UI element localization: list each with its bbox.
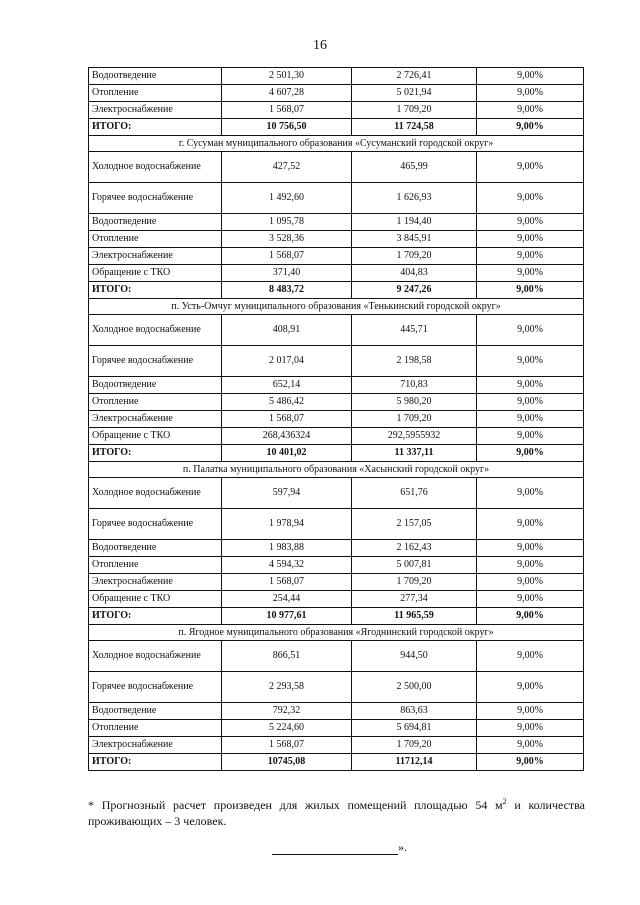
table-row: [89, 428, 584, 445]
service-name-cell: Отопление: [89, 557, 222, 574]
total-label-cell: ИТОГО:: [89, 119, 222, 136]
percent-cell: 9,00%: [477, 478, 584, 509]
value-cell: 465,99: [352, 152, 477, 183]
total-percent-cell: 9,00%: [477, 608, 584, 625]
table-row: [89, 346, 584, 377]
service-name-cell: Электроснабжение: [89, 737, 222, 754]
value-cell: 1 095,78: [222, 214, 352, 231]
table-row: [89, 214, 584, 231]
value-cell: 1 709,20: [352, 411, 477, 428]
value-cell: 292,5955932: [352, 428, 477, 445]
table-row: [89, 315, 584, 346]
percent-cell: 9,00%: [477, 68, 584, 85]
tariff-table: [88, 67, 584, 771]
percent-cell: 9,00%: [477, 737, 584, 754]
percent-cell: 9,00%: [477, 703, 584, 720]
value-cell: 2 198,58: [352, 346, 477, 377]
value-cell: 1 709,20: [352, 574, 477, 591]
total-value-cell: 8 483,72: [222, 282, 352, 299]
value-cell: 1 568,07: [222, 248, 352, 265]
value-cell: 427,52: [222, 152, 352, 183]
value-cell: 866,51: [222, 641, 352, 672]
service-name-cell: Холодное водоснабжение: [89, 641, 222, 672]
closing-quote: ».: [398, 840, 407, 854]
percent-cell: 9,00%: [477, 540, 584, 557]
service-name-cell: Обращение с ТКО: [89, 265, 222, 282]
section-header-row: [89, 625, 584, 641]
percent-cell: 9,00%: [477, 183, 584, 214]
value-cell: 445,71: [352, 315, 477, 346]
footnote: [88, 797, 585, 829]
percent-cell: 9,00%: [477, 346, 584, 377]
value-cell: 944,50: [352, 641, 477, 672]
service-name-cell: Горячее водоснабжение: [89, 509, 222, 540]
value-cell: 1 568,07: [222, 102, 352, 119]
section-title: п. Усть-Омчуг муниципального образования «Тенькинский городской округ»: [89, 299, 584, 315]
table-row: [89, 720, 584, 737]
table-row: [89, 265, 584, 282]
value-cell: 2 500,00: [352, 672, 477, 703]
percent-cell: 9,00%: [477, 85, 584, 102]
value-cell: 1 492,60: [222, 183, 352, 214]
value-cell: 371,40: [222, 265, 352, 282]
value-cell: 408,91: [222, 315, 352, 346]
table-row: [89, 672, 584, 703]
value-cell: 652,14: [222, 377, 352, 394]
service-name-cell: Отопление: [89, 231, 222, 248]
value-cell: 277,34: [352, 591, 477, 608]
total-percent-cell: 9,00%: [477, 445, 584, 462]
value-cell: 1 626,93: [352, 183, 477, 214]
value-cell: 1 709,20: [352, 248, 477, 265]
section-title: п. Палатка муниципального образования «Хасынский городской округ»: [89, 462, 584, 478]
value-cell: 5 980,20: [352, 394, 477, 411]
percent-cell: 9,00%: [477, 720, 584, 737]
table-row: [89, 703, 584, 720]
value-cell: 863,63: [352, 703, 477, 720]
service-name-cell: Электроснабжение: [89, 411, 222, 428]
table-row: [89, 641, 584, 672]
percent-cell: 9,00%: [477, 102, 584, 119]
value-cell: 5 021,94: [352, 85, 477, 102]
table-row: [89, 509, 584, 540]
value-cell: 3 845,91: [352, 231, 477, 248]
service-name-cell: Горячее водоснабжение: [89, 346, 222, 377]
service-name-cell: Холодное водоснабжение: [89, 315, 222, 346]
value-cell: 1 568,07: [222, 737, 352, 754]
service-name-cell: Обращение с ТКО: [89, 428, 222, 445]
table-row: [89, 68, 584, 85]
percent-cell: 9,00%: [477, 152, 584, 183]
service-name-cell: Отопление: [89, 394, 222, 411]
footnote-text-end: и количества проживающих – 3 человек.: [88, 798, 586, 828]
value-cell: 2 017,04: [222, 346, 352, 377]
total-value-cell: 11 337,11: [352, 445, 477, 462]
percent-cell: 9,00%: [477, 265, 584, 282]
service-name-cell: Водоотведение: [89, 703, 222, 720]
total-label-cell: ИТОГО:: [89, 282, 222, 299]
value-cell: 651,76: [352, 478, 477, 509]
value-cell: 5 224,60: [222, 720, 352, 737]
closing-signature-line: [272, 840, 407, 855]
value-cell: 1 194,40: [352, 214, 477, 231]
service-name-cell: Обращение с ТКО: [89, 591, 222, 608]
value-cell: 2 162,43: [352, 540, 477, 557]
service-name-cell: Электроснабжение: [89, 102, 222, 119]
page-number: 16: [313, 38, 327, 53]
table-row: [89, 377, 584, 394]
total-value-cell: 11712,14: [352, 754, 477, 771]
section-header-row: [89, 136, 584, 152]
total-row: [89, 608, 584, 625]
percent-cell: 9,00%: [477, 641, 584, 672]
table-row: [89, 183, 584, 214]
percent-cell: 9,00%: [477, 315, 584, 346]
total-label-cell: ИТОГО:: [89, 445, 222, 462]
value-cell: 1 709,20: [352, 102, 477, 119]
percent-cell: 9,00%: [477, 574, 584, 591]
service-name-cell: Горячее водоснабжение: [89, 672, 222, 703]
percent-cell: 9,00%: [477, 591, 584, 608]
value-cell: 597,94: [222, 478, 352, 509]
section-header-row: [89, 462, 584, 478]
percent-cell: 9,00%: [477, 248, 584, 265]
total-value-cell: 11 965,59: [352, 608, 477, 625]
table-row: [89, 478, 584, 509]
service-name-cell: Холодное водоснабжение: [89, 152, 222, 183]
total-percent-cell: 9,00%: [477, 754, 584, 771]
value-cell: 268,436324: [222, 428, 352, 445]
service-name-cell: Водоотведение: [89, 214, 222, 231]
total-percent-cell: 9,00%: [477, 282, 584, 299]
footnote-text: * Прогнозный расчет произведен для жилых помещений площадью 54 м: [88, 798, 503, 812]
total-row: [89, 754, 584, 771]
percent-cell: 9,00%: [477, 428, 584, 445]
value-cell: 2 293,58: [222, 672, 352, 703]
service-name-cell: Холодное водоснабжение: [89, 478, 222, 509]
table-row: [89, 231, 584, 248]
value-cell: 1 709,20: [352, 737, 477, 754]
percent-cell: 9,00%: [477, 509, 584, 540]
service-name-cell: Горячее водоснабжение: [89, 183, 222, 214]
total-label-cell: ИТОГО:: [89, 608, 222, 625]
total-row: [89, 282, 584, 299]
value-cell: 4 607,28: [222, 85, 352, 102]
blank-line: [272, 842, 398, 855]
value-cell: 404,83: [352, 265, 477, 282]
total-value-cell: 9 247,26: [352, 282, 477, 299]
percent-cell: 9,00%: [477, 377, 584, 394]
service-name-cell: Водоотведение: [89, 68, 222, 85]
total-row: [89, 445, 584, 462]
tariff-table-body: [89, 68, 584, 771]
value-cell: 792,32: [222, 703, 352, 720]
value-cell: 5 694,81: [352, 720, 477, 737]
table-row: [89, 248, 584, 265]
total-value-cell: 10 401,02: [222, 445, 352, 462]
service-name-cell: Отопление: [89, 85, 222, 102]
value-cell: 1 983,88: [222, 540, 352, 557]
total-label-cell: ИТОГО:: [89, 754, 222, 771]
total-value-cell: 11 724,58: [352, 119, 477, 136]
service-name-cell: Электроснабжение: [89, 248, 222, 265]
value-cell: 5 007,81: [352, 557, 477, 574]
value-cell: 4 594,32: [222, 557, 352, 574]
table-row: [89, 152, 584, 183]
footnote-superscript: 2: [502, 797, 507, 806]
value-cell: 2 501,30: [222, 68, 352, 85]
service-name-cell: Водоотведение: [89, 377, 222, 394]
total-row: [89, 119, 584, 136]
percent-cell: 9,00%: [477, 557, 584, 574]
section-title: г. Сусуман муниципального образования «Сусуманский городской округ»: [89, 136, 584, 152]
table-row: [89, 574, 584, 591]
total-percent-cell: 9,00%: [477, 119, 584, 136]
value-cell: 1 978,94: [222, 509, 352, 540]
table-row: [89, 557, 584, 574]
service-name-cell: Электроснабжение: [89, 574, 222, 591]
total-value-cell: 10 977,61: [222, 608, 352, 625]
value-cell: 3 528,36: [222, 231, 352, 248]
value-cell: 254,44: [222, 591, 352, 608]
value-cell: 1 568,07: [222, 574, 352, 591]
value-cell: 5 486,42: [222, 394, 352, 411]
value-cell: 710,83: [352, 377, 477, 394]
table-row: [89, 737, 584, 754]
section-header-row: [89, 299, 584, 315]
total-value-cell: 10745,08: [222, 754, 352, 771]
percent-cell: 9,00%: [477, 394, 584, 411]
service-name-cell: Водоотведение: [89, 540, 222, 557]
section-title: п. Ягодное муниципального образования «Ягоднинский городской округ»: [89, 625, 584, 641]
table-row: [89, 85, 584, 102]
table-row: [89, 591, 584, 608]
value-cell: 1 568,07: [222, 411, 352, 428]
table-row: [89, 102, 584, 119]
percent-cell: 9,00%: [477, 231, 584, 248]
percent-cell: 9,00%: [477, 672, 584, 703]
percent-cell: 9,00%: [477, 411, 584, 428]
table-row: [89, 411, 584, 428]
total-value-cell: 10 756,50: [222, 119, 352, 136]
value-cell: 2 157,05: [352, 509, 477, 540]
percent-cell: 9,00%: [477, 214, 584, 231]
value-cell: 2 726,41: [352, 68, 477, 85]
table-row: [89, 540, 584, 557]
service-name-cell: Отопление: [89, 720, 222, 737]
table-row: [89, 394, 584, 411]
